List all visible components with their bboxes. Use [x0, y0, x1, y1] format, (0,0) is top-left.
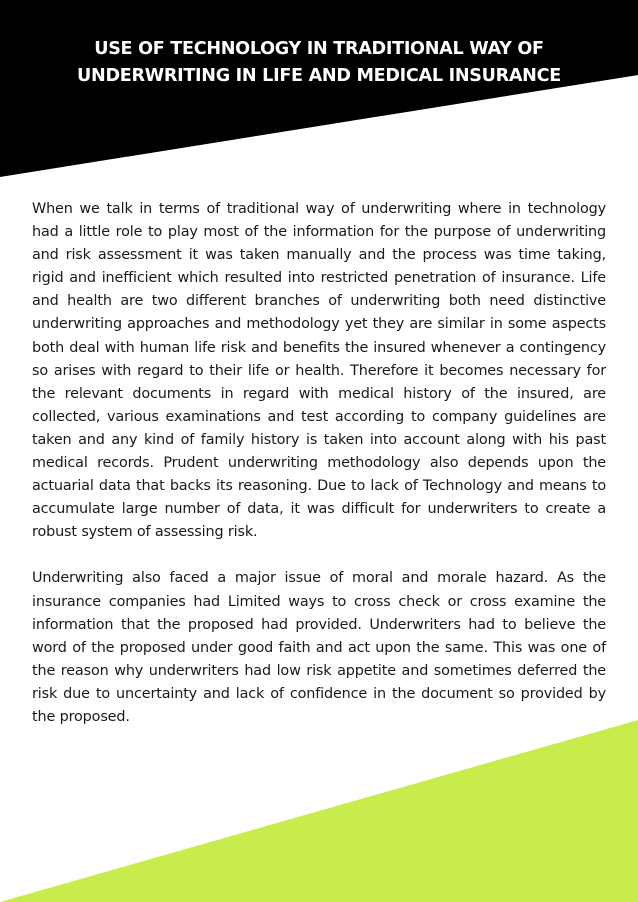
page-title [20, 36, 618, 90]
paragraph-2: Underwriting also faced a major issue of moral and morale hazard. As the insurance companies had Limited ways to cross check or cross examine the information that the proposed had provided. Underwriters had to believe the word of the proposed under good faith and act upon the same. This was one of the reason why underwriters had low risk appetite and sometimes deferred the risk due to uncertainty and lack of confidence in the document so provided by the proposed. [32, 570, 606, 725]
title-line-2: UNDERWRITING IN LIFE AND MEDICAL INSURANCE [77, 66, 561, 86]
paragraph-1: When we talk in terms of traditional way of underwriting where in technology had a little role to play most of the information for the purpose of underwriting and risk assessment it was taken manually and the process was time taking, rigid and inefficient which resulted into restricted penetration of insurance. Life and health are two different branches of underwriting both need distinctive underwriting approaches and methodology yet they are similar in some aspects both deal with human life risk and benefits the insured whenever a contingency so arises with regard to their life or health. Therefore it becomes necessary for the relevant documents in regard with medical history of the insured, are collected, various examinations and test according to company guidelines are taken and any kind of family history is taken into account along with his past medical records. Prudent underwriting methodology also depends upon the actuarial data that backs its reasoning. Due to lack of Technology and means to accumulate large number of data, it was difficult for underwriters to create a robust system of assessing risk. [32, 201, 606, 541]
document-body [32, 198, 606, 729]
title-line-1: USE OF TECHNOLOGY IN TRADITIONAL WAY OF [94, 39, 544, 59]
